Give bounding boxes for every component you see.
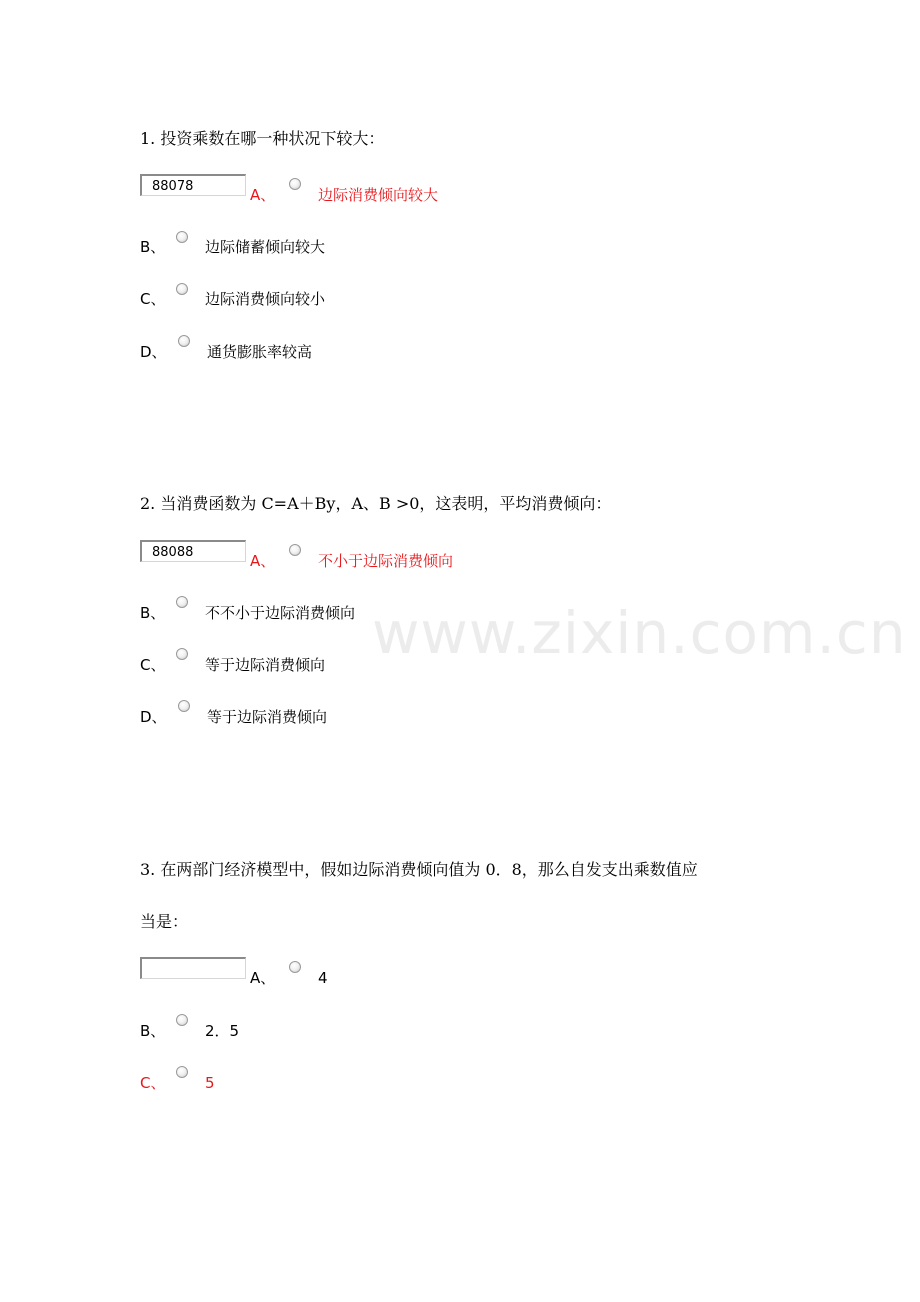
question-3-text-line-2: 当是： [140, 912, 189, 931]
question-3-text-line-1: 3. 在两部门经济模型中，假如边际消费倾向值为 0．8，那么自发支出乘数值应 [140, 860, 698, 879]
question-3-option-a-letter: A、 [250, 969, 276, 987]
question-2-option-a-letter: A、 [250, 552, 276, 570]
question-1-option-c-letter: C、 [140, 290, 166, 308]
question-1-text: 1. 投资乘数在哪一种状况下较大： [140, 129, 385, 148]
question-1-option-a-text: 边际消费倾向较大 [318, 186, 439, 204]
question-1-option-b-radio[interactable] [176, 231, 188, 243]
question-1-option-d-letter: D、 [140, 343, 167, 361]
question-2-option-a-radio[interactable] [289, 544, 301, 556]
question-2-option-d-letter: D、 [140, 708, 167, 726]
question-2-option-b-letter: B、 [140, 604, 166, 622]
question-3-option-c-text: 5 [205, 1074, 215, 1092]
question-2-text: 2. 当消费函数为 C=A＋By，A、B >0，这表明，平均消费倾向： [140, 494, 612, 513]
question-1-option-b-letter: B、 [140, 238, 166, 256]
question-3-option-c-letter: C、 [140, 1074, 166, 1092]
question-1-option-a-letter: A、 [250, 186, 276, 204]
question-1-option-c-text: 边际消费倾向较小 [205, 290, 326, 308]
question-2-option-b-text: 不不小于边际消费倾向 [205, 604, 356, 622]
question-1-option-d-radio[interactable] [178, 335, 190, 347]
question-1-option-a-radio[interactable] [289, 178, 301, 190]
question-3-option-c-radio[interactable] [176, 1066, 188, 1078]
question-2-option-b-radio[interactable] [176, 596, 188, 608]
question-2-option-d-text: 等于边际消费倾向 [207, 708, 328, 726]
question-3-option-a-radio[interactable] [289, 961, 301, 973]
watermark: www.zixin.com.cn [372, 599, 907, 667]
question-2-option-c-text: 等于边际消费倾向 [205, 656, 326, 674]
question-3-answer-field[interactable] [140, 957, 246, 979]
question-1-option-d-text: 通货膨胀率较高 [207, 343, 313, 361]
question-3-option-b-text: 2．5 [205, 1022, 240, 1040]
question-3-option-a-text: 4 [318, 969, 328, 987]
question-2-option-c-letter: C、 [140, 656, 166, 674]
question-2-option-a-text: 不小于边际消费倾向 [318, 552, 454, 570]
question-3-option-b-radio[interactable] [176, 1014, 188, 1026]
question-2-answer-field[interactable]: 88088 [140, 540, 246, 562]
question-1-answer-field[interactable]: 88078 [140, 174, 246, 196]
question-2-option-c-radio[interactable] [176, 648, 188, 660]
question-1-option-b-text: 边际储蓄倾向较大 [205, 238, 326, 256]
question-1-option-c-radio[interactable] [176, 283, 188, 295]
question-2-option-d-radio[interactable] [178, 700, 190, 712]
question-3-option-b-letter: B、 [140, 1022, 166, 1040]
